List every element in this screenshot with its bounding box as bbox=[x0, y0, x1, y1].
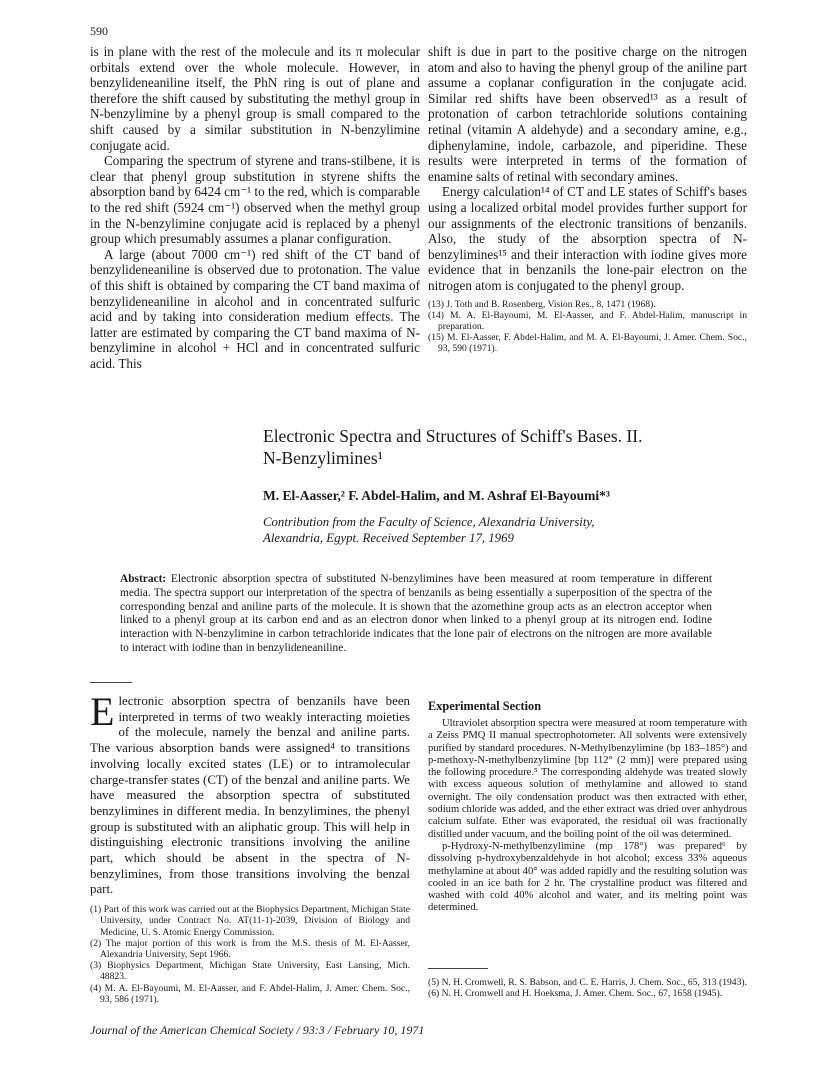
abstract-text: Electronic absorption spectra of substituted N-benzylimines have been measured at room temperature in different media. The spectra support our interpretation of the spectra of benzanils as being essentially a superposition of the spectra of the corresponding benzal and aniline parts of the molecule. It is shown that the azomethine group acts as an electron acceptor when linked to a phenyl group at its carbon end and as an electron donor when linked to a phenyl group at its nitrogen end. Iodine interaction with N-benzylimine in carbon tetrachloride indicates that the lone pair of electrons on the nitrogen are more available to interact with iodine than in benzylideneaniline. bbox=[120, 573, 712, 654]
bottom-right-column bbox=[428, 699, 747, 915]
intro-text: lectronic absorption spectra of benzanils have been interpreted in terms of two weakly interacting moieties of the molecule, namely the benzal and aniline parts. The various absorption bands were assigned⁴ to transitions involving locally excited states (LE) or to intramolecular charge-transfer states (CT) of the benzal and aniline parts. We have measured the absorption spectra of substituted benzylimines in different media. In benzylimines, the phenyl group is substituted with an aliphatic group. This will help in distinguishing electronic transitions involving the aniline part, which should be absent in the spectra of N-benzylimines, from those transitions involving the benzal part. bbox=[90, 694, 410, 897]
paragraph: shift is due in part to the positive charge on the nitrogen atom and also to having the phenyl group of the aniline part assume a coplanar configuration in the conjugate acid. Similar red shifts have been observed¹³ as a result of protonation of carbon tetrachloride solutions containing retinal (vitamin A aldehyde) and a secondary amine, e.g., diphenylamine, indole, carbazole, and piperidine. These results were interpreted in terms of the formation of enamine salts of retinal with secondary amines. bbox=[428, 44, 747, 184]
article-title bbox=[263, 425, 642, 469]
footnote-rule bbox=[428, 968, 488, 969]
title-line: Electronic Spectra and Structures of Schiff's Bases. II. bbox=[263, 426, 643, 446]
drop-cap: E bbox=[90, 689, 115, 734]
affiliation-line: Alexandria, Egypt. Received September 17, 1969 bbox=[263, 531, 514, 545]
footnote: (6) N. H. Cromwell and H. Hoeksma, J. Amer. Chem. Soc., 67, 1658 (1945). bbox=[428, 988, 723, 1000]
paragraph: is in plane with the rest of the molecule and its π molecular orbitals extend over the whole molecule. However, in benzylideneaniline itself, the PhN ring is out of plane and therefore the shift caused by substituting the methyl group in N-benzylimine by a phenyl group is small compared to the shift caused by a similar substitution in N-benzylimine conjugate acid. bbox=[90, 44, 420, 153]
footnote: (13) J. Toth and B. Rosenberg, Vision Res., 8, 1471 (1968). bbox=[428, 298, 656, 310]
paragraph: Energy calculation¹⁴ of CT and LE states of Schiff's bases using a localized orbital model provides further support for our assignments of the electronic transitions of benzanils. Also, the study of the absorption spectra of N-benzylimines¹⁵ and their interaction with iodine gives more evidence that in benzanils the lone-pair electron on the nitrogen atom is conjugated to the phenyl group. bbox=[428, 184, 748, 293]
footnotes-bottom-right bbox=[428, 977, 747, 999]
top-left-column bbox=[90, 44, 420, 371]
introduction bbox=[90, 689, 410, 898]
page-number: 590 bbox=[90, 24, 108, 38]
paragraph: Ultraviolet absorption spectra were measured at room temperature with a Zeiss PMQ II manual spectrophotometer. All solvents were extensively purified by standard procedures. N-Methylbenzylimine (bp 183–185°) and p-methoxy-N-methylbenzylimine [bp 112° (2 mm)] were prepared using the following procedure.⁵ The corresponding aldehyde was treated slowly with excess aqueous solution of methylamine and allowed to stand overnight. The oily condensation product was then extracted with ether, sodium chloride was added, and the ether extract was dried over anhydrous calcium sulfate. Ether was evaporated, the residual oil was fractionally distilled under vacuum, and the boiling point of the oil was determined. bbox=[428, 718, 747, 840]
footnote: (3) Biophysics Department, Michigan State University, East Lansing, Mich. 48823. bbox=[90, 960, 410, 983]
divider bbox=[90, 682, 132, 683]
abstract-label: Abstract: bbox=[120, 573, 167, 585]
footnote: (4) M. A. El-Bayoumi, M. El-Aasser, and F. Abdel-Halim, J. Amer. Chem. Soc., 93, 586 (1971). bbox=[90, 982, 410, 1005]
top-right-column bbox=[428, 44, 747, 355]
bottom-left-column bbox=[90, 689, 410, 1005]
journal-footer: Journal of the American Chemical Society / 93:3 / February 10, 1971 bbox=[90, 1023, 425, 1037]
paragraph: p-Hydroxy-N-methylbenzylimine (mp 178°) was prepared⁶ by dissolving p-hydroxybenzaldehyde in hot alcohol; excess 33% aqueous methylamine at about 40° was added rapidly and the resulting solution was cooled in an ice bath for 2 hr. The crystalline product was filtered and washed with cold 40% alcohol and water, and its melting point was determined. bbox=[428, 840, 747, 914]
section-heading: Experimental Section bbox=[428, 699, 542, 713]
abstract bbox=[120, 573, 712, 656]
footnote: (5) N. H. Cromwell, R. S. Babson, and C. E. Harris, J. Chem. Soc., 65, 313 (1943). bbox=[428, 977, 747, 988]
authors: M. El-Aasser,² F. Abdel-Halim, and M. Ashraf El-Bayoumi*³ bbox=[263, 488, 610, 503]
footnotes-bottom-left bbox=[90, 904, 410, 1005]
footnotes-top-right bbox=[428, 299, 747, 355]
experimental-text bbox=[428, 718, 747, 915]
title-line: N-Benzylimines¹ bbox=[263, 448, 383, 468]
footnote: (14) M. A. El-Bayoumi, M. El-Aasser, and F. Abdel-Halim, manuscript in preparation. bbox=[428, 309, 747, 332]
paragraph: A large (about 7000 cm⁻¹) red shift of the CT band of benzylideneaniline is observed due to protonation. The value of this shift is obtained by comparing the CT band maxima of benzylideneaniline in alcohol and in concentrated sulfuric acid and by taking into consideration medium effects. The latter are estimated by comparing the CT band maxima of N-benzylimine in alcohol + HCl and in concentrated sulfuric acid. This bbox=[90, 246, 420, 371]
affiliation-line: Contribution from the Faculty of Science, Alexandria University, bbox=[263, 515, 595, 529]
footnote: (15) M. El-Aasser, F. Abdel-Halim, and M. A. El-Bayoumi, J. Amer. Chem. Soc., 93, 590 (1971). bbox=[428, 332, 747, 355]
footnote: (1) Part of this work was carried out at the Biophysics Department, Michigan State University, under Contract No. AT(11-1)-2039, Division of Biology and Medicine, U. S. Atomic Energy Commission. bbox=[90, 904, 410, 938]
paragraph: Comparing the spectrum of styrene and trans-stilbene, it is clear that phenyl group substitution in styrene shifts the absorption band by 6424 cm⁻¹ to the red, which is comparable to the red shift (5924 cm⁻¹) observed when the methyl group in the N-benzylimine conjugate acid is replaced by a phenyl group which presumably assumes a planar configuration. bbox=[90, 153, 420, 247]
affiliation bbox=[263, 514, 595, 546]
footnote: (2) The major portion of this work is from the M.S. thesis of M. El-Aasser, Alexandria University, Sept 1966. bbox=[90, 937, 410, 960]
